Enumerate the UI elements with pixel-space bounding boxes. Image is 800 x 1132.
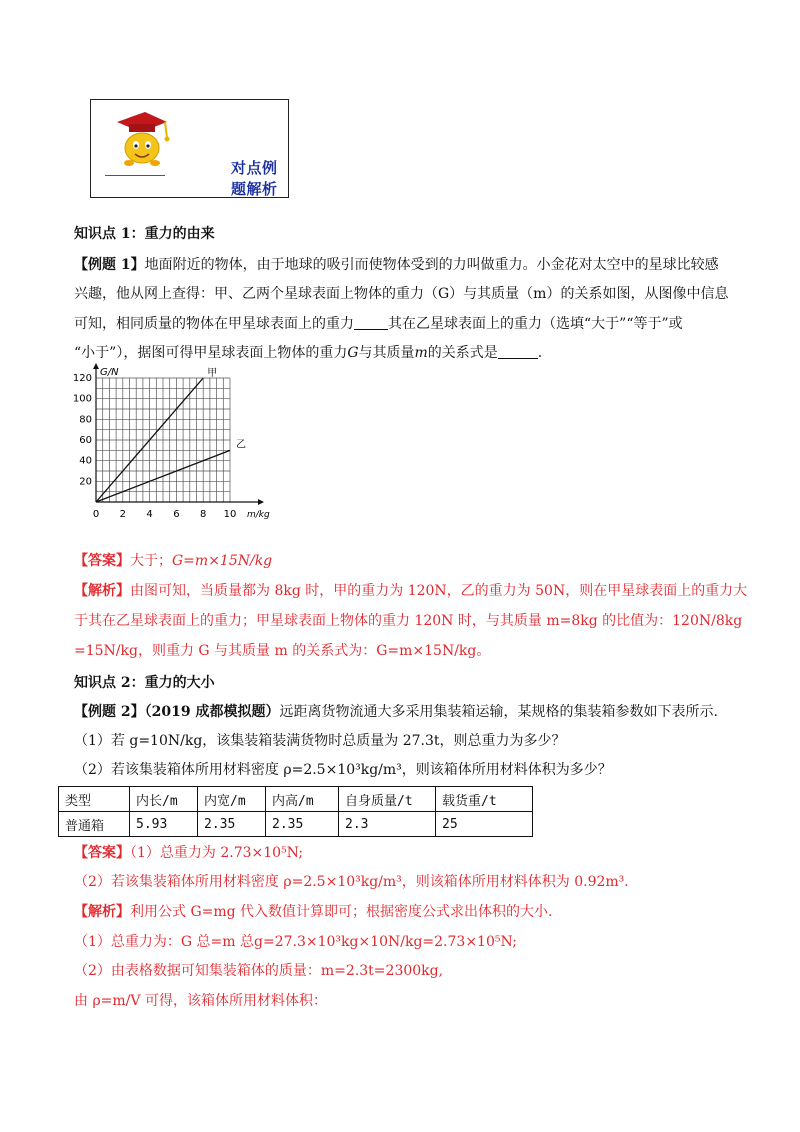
explanation-2-line-2: （1）总重力为：G 总=m 总g=27.3×10³kg×10N/kg=2.73×10⁵N; xyxy=(74,934,517,950)
answer-1-label: 【答案】 xyxy=(74,553,130,569)
explanation-1-line-2: 于其在乙星球表面上的重力；甲星球表面上物体的重力 120N 时，与其质量 m=8kg 的比值为：120N/8kg xyxy=(74,613,743,629)
example-1-line-4-start: “小于”），据图可得甲星球表面上物体的重力 xyxy=(74,345,348,361)
y-tick-label: 80 xyxy=(79,414,92,426)
table-cell: 2.35 xyxy=(198,812,266,837)
x-tick-label: 4 xyxy=(146,509,153,520)
explanation-1-label: 【解析】 xyxy=(74,583,130,599)
y-tick-label: 120 xyxy=(72,373,92,384)
explanation-1-line-3: =15N/kg，则重力 G 与其质量 m 的关系式为：G=m×15N/kg。 xyxy=(74,643,491,659)
table-cell: 5.93 xyxy=(130,812,198,837)
x-tick-label: 6 xyxy=(173,509,180,520)
table-cell: 2.35 xyxy=(266,812,339,837)
banner-underline xyxy=(105,175,165,176)
answer-2-line-2: （2）若该集装箱体所用材料密度 ρ=2.5×10³kg/m³，则该箱体所用材料体积为 0.92m³. xyxy=(74,874,629,890)
y-axis-label: G/N xyxy=(100,367,119,378)
explanation-1-line-1 xyxy=(74,581,747,601)
example-2-source: （2019 成都模拟题） xyxy=(144,704,280,720)
y-tick-label: 60 xyxy=(79,435,92,446)
example-1-line-3-end: 其在乙星球表面上的重力（选填“大于”“等于”或 xyxy=(388,316,683,332)
answer-1 xyxy=(74,551,272,571)
chart-svg xyxy=(72,363,276,523)
example-1-line-4-mid: 与其质量 xyxy=(358,345,415,361)
example-2-label: 【例题 2】 xyxy=(74,704,145,720)
series-label: 甲 xyxy=(207,368,218,379)
table-cell: 2.3 xyxy=(339,812,436,837)
container-params-table xyxy=(58,786,533,837)
table-header-cell: 内长/m xyxy=(130,787,198,812)
x-tick-label: 0 xyxy=(92,509,100,520)
graduate-mascot-icon xyxy=(105,108,175,178)
example-1-line-3-start: 可知，相同质量的物体在甲星球表面上的重力 xyxy=(74,316,354,332)
y-axis-arrow xyxy=(93,363,99,369)
y-tick-label: 40 xyxy=(79,455,92,467)
knowledge-point-2-heading: 知识点 2：重力的大小 xyxy=(74,675,215,691)
table-header-cell: 内宽/m xyxy=(198,787,266,812)
table-header-cell: 自身质量/t xyxy=(339,787,436,812)
example-2-question-2: （2）若该集装箱体所用材料密度 ρ=2.5×10³kg/m³，则该箱体所用材料体积为多少？ xyxy=(74,762,612,778)
x-axis-arrow xyxy=(258,499,264,505)
example-2-text: 远距离货物流通大多采用集装箱运输，某规格的集装箱参数如下表所示. xyxy=(279,704,718,720)
answer-2-label: 【答案】 xyxy=(74,845,130,861)
explanation-2-line-3: （2）由表格数据可知集装箱体的质量：m=2.3t=2300kg, xyxy=(74,963,444,979)
answer-1-text: 大于； xyxy=(130,553,172,569)
example-1-text: 地面附近的物体，由于地球的吸引而使物体受到的力叫做重力。小金花对太空中的星球比较感 xyxy=(144,257,719,273)
example-1-line-2: 兴趣，他从网上查得：甲、乙两个星球表面上物体的重力（G）与其质量（m）的关系如图，从图像中信息 xyxy=(74,286,729,302)
fill-blank-2 xyxy=(498,344,538,359)
explanation-2-text: 利用公式 G=mg 代入数值计算即可；根据密度公式求出体积的大小. xyxy=(130,904,553,920)
gravity-mass-chart xyxy=(72,363,276,523)
symbol-g: G xyxy=(347,345,359,361)
example-1-label: 【例题 1】 xyxy=(74,257,145,273)
table-cell: 25 xyxy=(436,812,533,837)
x-tick-label: 2 xyxy=(119,509,126,520)
example-2-line-1 xyxy=(74,702,718,722)
x-tick-label: 8 xyxy=(200,509,207,520)
symbol-m: m xyxy=(414,345,428,361)
table-row xyxy=(59,812,533,837)
answer-2-text: （1）总重力为 2.73×10⁵N; xyxy=(130,845,304,861)
answer-2-line-1 xyxy=(74,843,303,863)
section-banner xyxy=(90,99,289,198)
example-1-line-4 xyxy=(74,343,542,363)
table-cell: 普通箱 xyxy=(59,812,130,837)
y-tick-label: 20 xyxy=(79,476,92,488)
example-1-line-1 xyxy=(74,255,719,275)
x-axis-label: m/kg xyxy=(247,510,270,520)
x-tick-label: 10 xyxy=(223,509,237,520)
example-1-line-3 xyxy=(74,314,683,334)
example-2-question-1: （1）若 g=10N/kg，该集装箱装满货物时总质量为 27.3t，则总重力为多少？ xyxy=(74,733,566,749)
table-header-cell: 载货重/t xyxy=(436,787,533,812)
table-header-cell: 类型 xyxy=(59,787,130,812)
table-header-row xyxy=(59,787,533,812)
explanation-1-text: 由图可知，当质量都为 8kg 时，甲的重力为 120N，乙的重力为 50N，则在甲星球表面上的重力大 xyxy=(130,583,748,599)
y-tick-label: 100 xyxy=(72,393,92,405)
table-header-cell: 内高/m xyxy=(266,787,339,812)
example-1-period: . xyxy=(537,345,543,361)
answer-1-formula: G=m×15N/kg xyxy=(172,553,273,569)
banner-title: 对点例题解析 xyxy=(231,159,278,198)
series-label: 乙 xyxy=(236,439,246,451)
explanation-2-line-1 xyxy=(74,902,553,922)
fill-blank-1 xyxy=(354,315,388,330)
knowledge-point-1-heading: 知识点 1：重力的由来 xyxy=(74,226,215,242)
example-1-line-4-end: 的关系式是 xyxy=(427,345,498,361)
explanation-2-label: 【解析】 xyxy=(74,904,130,920)
explanation-2-line-4: 由 ρ=m/V 可得，该箱体所用材料体积： xyxy=(74,993,327,1009)
